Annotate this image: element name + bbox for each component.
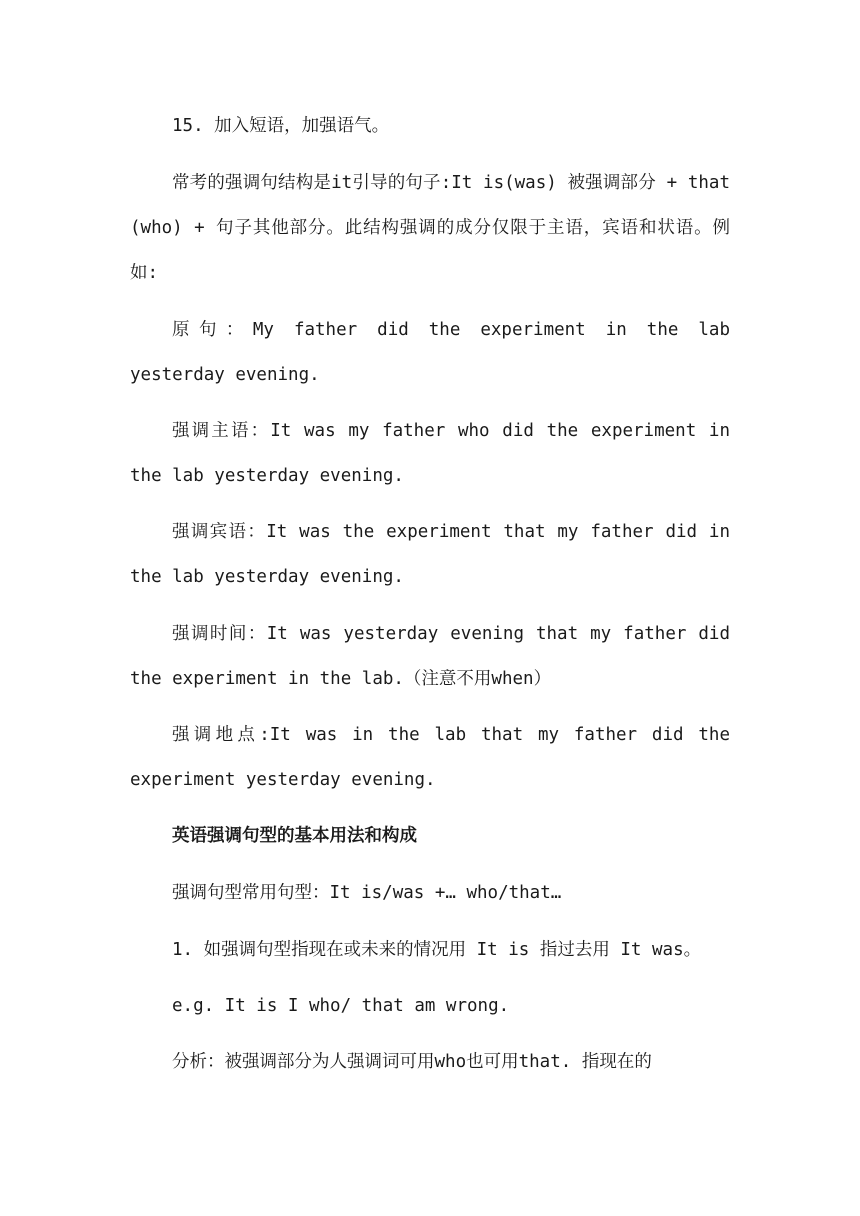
- paragraph-emphasize-place: 强调地点:It was in the lab that my father did the experiment yesterday evening.: [130, 725, 730, 790]
- paragraph-emphasize-subject: 强调主语：It was my father who did the experiment in the lab yesterday evening.: [130, 421, 730, 486]
- paragraph-cleft-structure: 常考的强调句结构是it引导的句子:It is(was) 被强调部分 + that (who) + 句子其他部分。此结构强调的成分仅限于主语，宾语和状语。例如:: [130, 173, 730, 283]
- paragraph-emphasize-time: 强调时间：It was yesterday evening that my father did the experiment in the lab.（注意不用when）: [130, 624, 730, 689]
- paragraph-common-pattern: 强调句型常用句型：It is/was +… who/that…: [172, 883, 562, 903]
- section-heading: 英语强调句型的基本用法和构成: [172, 826, 417, 846]
- paragraph-rule-1: 1. 如强调句型指现在或未来的情况用 It is 指过去用 It was。: [172, 940, 702, 960]
- paragraph-original-sentence: 原句：My father did the experiment in the lab yesterday evening.: [130, 320, 730, 385]
- paragraph-example: e.g. It is I who/ that am wrong.: [172, 996, 510, 1016]
- paragraph-analysis: 分析：被强调部分为人强调词可用who也可用that. 指现在的: [172, 1052, 652, 1072]
- paragraph-item-15: 15. 加入短语，加强语气。: [172, 116, 390, 136]
- paragraph-emphasize-object: 强调宾语：It was the experiment that my father did in the lab yesterday evening.: [130, 522, 730, 587]
